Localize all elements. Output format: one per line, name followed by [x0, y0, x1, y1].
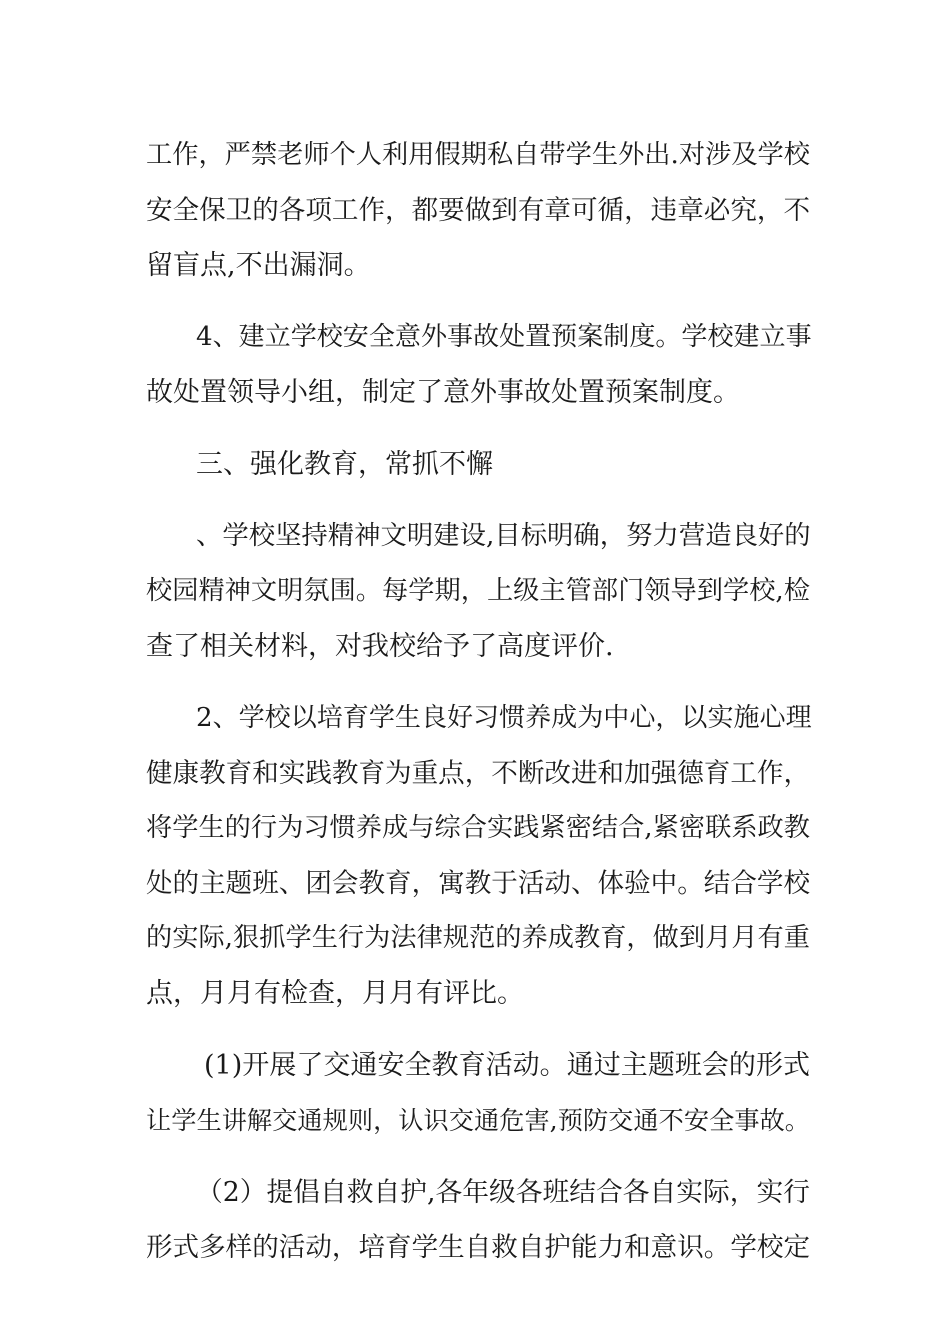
paragraph-line: 让学生讲解交通规则，认识交通危害,预防交通不安全事故。: [146, 1106, 810, 1135]
paragraph-line: 的实际,狠抓学生行为法律规范的养成教育，做到月月有重: [146, 923, 810, 953]
paragraph-line: 形式多样的活动，培育学生自救自护能力和意识。学校定: [146, 1232, 810, 1263]
paragraph-line: 故处置领导小组，制定了意外事故处置预案制度。: [146, 377, 740, 408]
paragraph-2: [146, 310, 810, 420]
paragraph-line: (1)开展了交通安全教育活动。通过主题班会的形式: [204, 1050, 810, 1081]
paragraph-3: [146, 509, 810, 674]
paragraph-line: 工作，严禁老师个人利用假期私自带学生外出.对涉及学校: [146, 140, 810, 170]
paragraph-line: （2）提倡自救自护,各年级各班结合各自实际，实行: [196, 1177, 811, 1208]
paragraph-line: 查了相关材料，对我校给予了高度评价.: [146, 631, 614, 662]
paragraph-line: 校园精神文明氛围。每学期，上级主管部门领导到学校,检: [146, 576, 810, 606]
section-heading: [146, 437, 810, 492]
paragraph-line: 安全保卫的各项工作，都要做到有章可循，违章必究，不: [146, 195, 810, 226]
paragraph-line: 处的主题班、团会教育，寓教于活动、体验中。结合学校: [146, 868, 810, 899]
paragraph-line: 点，月月有检查，月月有评比。: [146, 978, 524, 1009]
paragraph-line: 留盲点,不出漏洞。: [146, 250, 371, 281]
paragraph-5: [146, 1038, 810, 1148]
paragraph-line: 4、建立学校安全意外事故处置预案制度。学校建立事: [196, 322, 812, 352]
paragraph-4: [146, 691, 810, 1021]
paragraph-line: 、学校坚持精神文明建设,目标明确，努力营造良好的: [196, 521, 811, 551]
paragraph-1: [146, 128, 810, 293]
paragraph-line: 健康教育和实践教育为重点，不断改进和加强德育工作，: [146, 758, 810, 789]
paragraph-6: [146, 1165, 810, 1275]
document-body: [146, 128, 810, 1275]
section-heading-text: 三、强化教育，常抓不懈: [196, 449, 493, 480]
paragraph-line: 将学生的行为习惯养成与综合实践紧密结合,紧密联系政教: [146, 813, 810, 843]
paragraph-line: 2、学校以培育学生良好习惯养成为中心，以实施心理: [196, 703, 812, 733]
